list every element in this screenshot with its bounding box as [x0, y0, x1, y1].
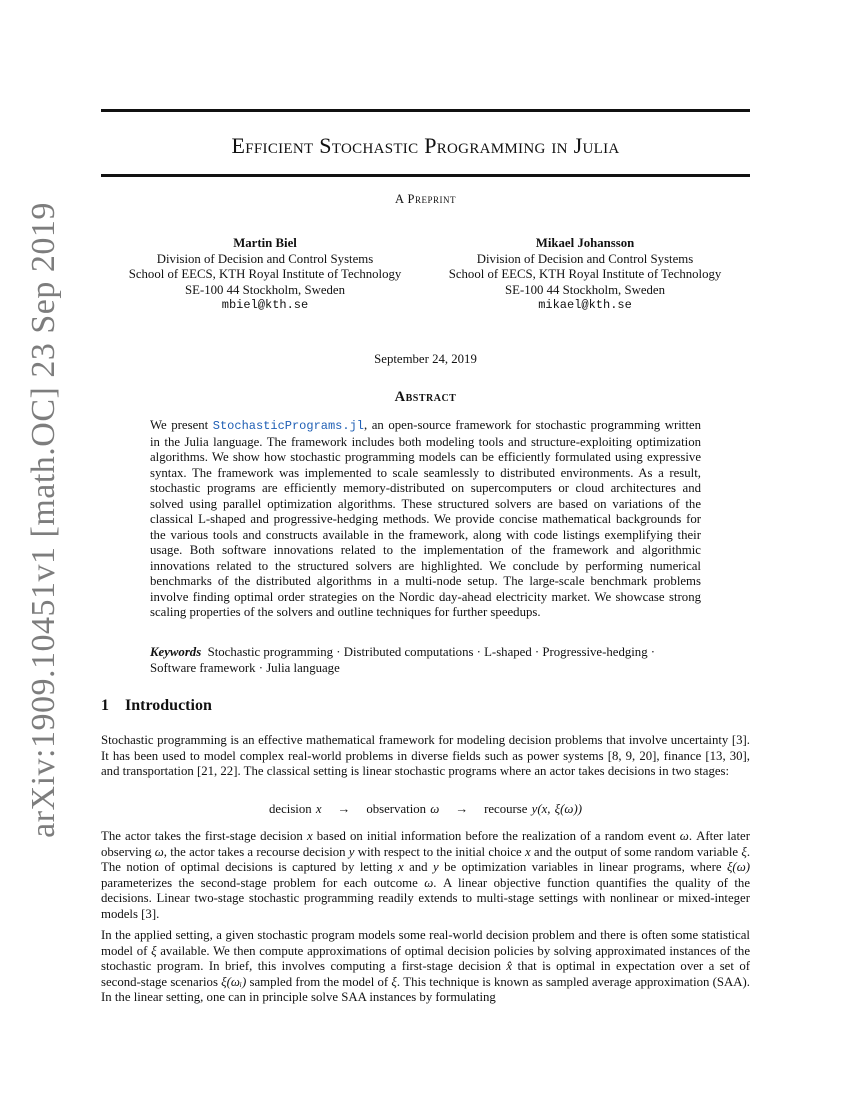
- text-run: available. We then compute approximations of optimal decision policies by solving approximated instances of the stochastic program. In brief, this involves computing a first-stage decision: [101, 943, 750, 974]
- abstract-body: , an open-source framework for stochastic programming written in the Julia language. The framework includes both modeling tools and structure-exploiting optimization algorithms. We show how stochastic programming models can be efficiently formulated using expressive syntax. The framework was implemented to scale seamlessly to distributed environments. As a result, stochastic programs are efficiently memory-distributed on supercomputers or cloud architectures and solved using parallel optimization algorithms. These structured solvers are based on variations of the classical L-shaped and progressive-hedging methods. We provide concise mathematical backgrounds for the various tools and constructs available in the framework, along with code listings exemplifying their usage. Both software innovations related to the implementation of the framework and algorithmic innovations related to the structured solvers are highlighted. We conclude by performing numerical benchmarks of the distributed algorithms in a multi-node setup. The large-scale benchmark problems involve finding optimal order strategies on the Nordic day-ahead electricity market. We showcase strong scaling properties of the solvers and outline techniques for further speedups.: [150, 418, 701, 619]
- eq-arrow: →: [337, 802, 351, 816]
- text-run: and the output of some random variable: [530, 844, 742, 859]
- abstract-text: [150, 418, 701, 621]
- eq-recourse-label: recourse: [484, 802, 528, 816]
- text-run: . A linear objective function quantifies the quality of the decisions. Linear two-stage stochastic programming readily extends to multi-stage settings with nonlinear or mixed-integer models [3].: [101, 875, 751, 921]
- text-run: that is optimal in expectation over a set of second-stage scenarios: [101, 959, 750, 989]
- keywords-label: Keywords: [150, 645, 202, 659]
- author-block-2: [420, 236, 750, 314]
- publication-date: September 24, 2019: [374, 352, 477, 366]
- math-var: ξ(ωᵢ): [221, 974, 247, 989]
- intro-paragraph-3: [101, 928, 750, 1006]
- abstract-heading: Abstract: [394, 389, 457, 405]
- author-department: Division of Decision and Control Systems: [476, 251, 694, 266]
- author-address: SE-100 44 Stockholm, Sweden: [505, 282, 665, 297]
- math-var: ξ: [391, 974, 397, 989]
- decision-sequence-equation: [101, 802, 750, 817]
- eq-recourse-expr: y(x, ξ(ω)): [531, 802, 582, 816]
- paper-title: Efficient Stochastic Programming in Julia: [231, 133, 620, 158]
- abstract-intro: We present: [150, 418, 213, 432]
- keywords: [150, 645, 701, 676]
- math-var: x: [397, 860, 404, 875]
- title-bottom-rule: [101, 174, 750, 177]
- math-var: x: [306, 829, 313, 843]
- text-run: . The notion of optimal decisions is captured by letting: [101, 844, 751, 875]
- math-var: ξ: [741, 844, 747, 859]
- section-heading: [101, 697, 212, 715]
- text-run: In the applied setting, a given stochastic program models some real-world decision problem and there is often some statistical model of: [101, 928, 750, 958]
- section-number: 1: [101, 697, 109, 714]
- author-block-1: [100, 236, 430, 314]
- text-run: parameterizes the second-stage problem for each outcome: [101, 875, 425, 890]
- author-email: mikael@kth.se: [538, 298, 632, 313]
- math-var: x̂: [506, 959, 513, 974]
- eq-arrow: →: [455, 802, 469, 816]
- text-run: with respect to the initial choice: [354, 844, 525, 859]
- eq-decision-label: decision: [269, 802, 312, 816]
- section-title: Introduction: [125, 697, 212, 714]
- math-var: y: [348, 844, 355, 859]
- keywords-text: Stochastic programming · Distributed computations · L-shaped · Progressive-hedging · Software framework · Julia language: [150, 645, 656, 675]
- eq-observation-var: ω: [430, 802, 440, 816]
- author-school: School of EECS, KTH Royal Institute of Technology: [128, 267, 402, 282]
- intro-paragraph-2: [101, 829, 750, 923]
- text-run: and: [403, 860, 433, 875]
- preprint-label: A Preprint: [395, 192, 456, 206]
- math-var: x: [524, 844, 531, 859]
- math-var: ω: [424, 875, 434, 890]
- author-address: SE-100 44 Stockholm, Sweden: [185, 282, 345, 297]
- text-run: . After later observing: [101, 829, 750, 859]
- title-top-rule: [101, 109, 750, 112]
- author-name: Martin Biel: [233, 236, 297, 250]
- intro-paragraph-1: Stochastic programming is an effective mathematical framework for modeling decision problems that involve uncertainty [3]. It has been used to model complex real-world problems in diverse fields such as power systems [8, 9, 20], finance [13, 30], and transportation [21, 22]. The classical setting is linear stochastic programs where an actor takes decisions in two stages:: [101, 733, 750, 779]
- text-run: . This technique is known as sampled average approximation (SAA). In the linear setting, one can in principle solve SAA instances by formulating: [101, 974, 750, 1005]
- text-run: sampled from the model of: [246, 974, 392, 989]
- math-var: ω: [679, 829, 689, 843]
- text-run: The actor takes the first-stage decision: [101, 829, 307, 843]
- text-run: be optimization variables in linear programs, where: [438, 860, 727, 875]
- author-department: Division of Decision and Control Systems: [156, 251, 374, 266]
- math-var: ξ(ω): [726, 860, 750, 875]
- eq-observation-label: observation: [366, 802, 427, 816]
- math-var: ω: [154, 844, 164, 859]
- author-name: Mikael Johansson: [535, 236, 635, 250]
- text-run: , the actor takes a recourse decision: [163, 844, 349, 859]
- math-var: y: [432, 860, 439, 875]
- author-school: School of EECS, KTH Royal Institute of Technology: [448, 267, 722, 282]
- arxiv-sidebar-stamp: arXiv:1909.10451v1 [math.OC] 23 Sep 2019: [25, 202, 62, 838]
- eq-decision-var: x: [315, 802, 322, 816]
- text-run: based on initial information before the realization of a random event: [312, 829, 680, 843]
- math-var: ξ: [151, 943, 157, 958]
- author-email: mbiel@kth.se: [221, 298, 309, 313]
- package-link[interactable]: StochasticPrograms.jl: [212, 419, 364, 433]
